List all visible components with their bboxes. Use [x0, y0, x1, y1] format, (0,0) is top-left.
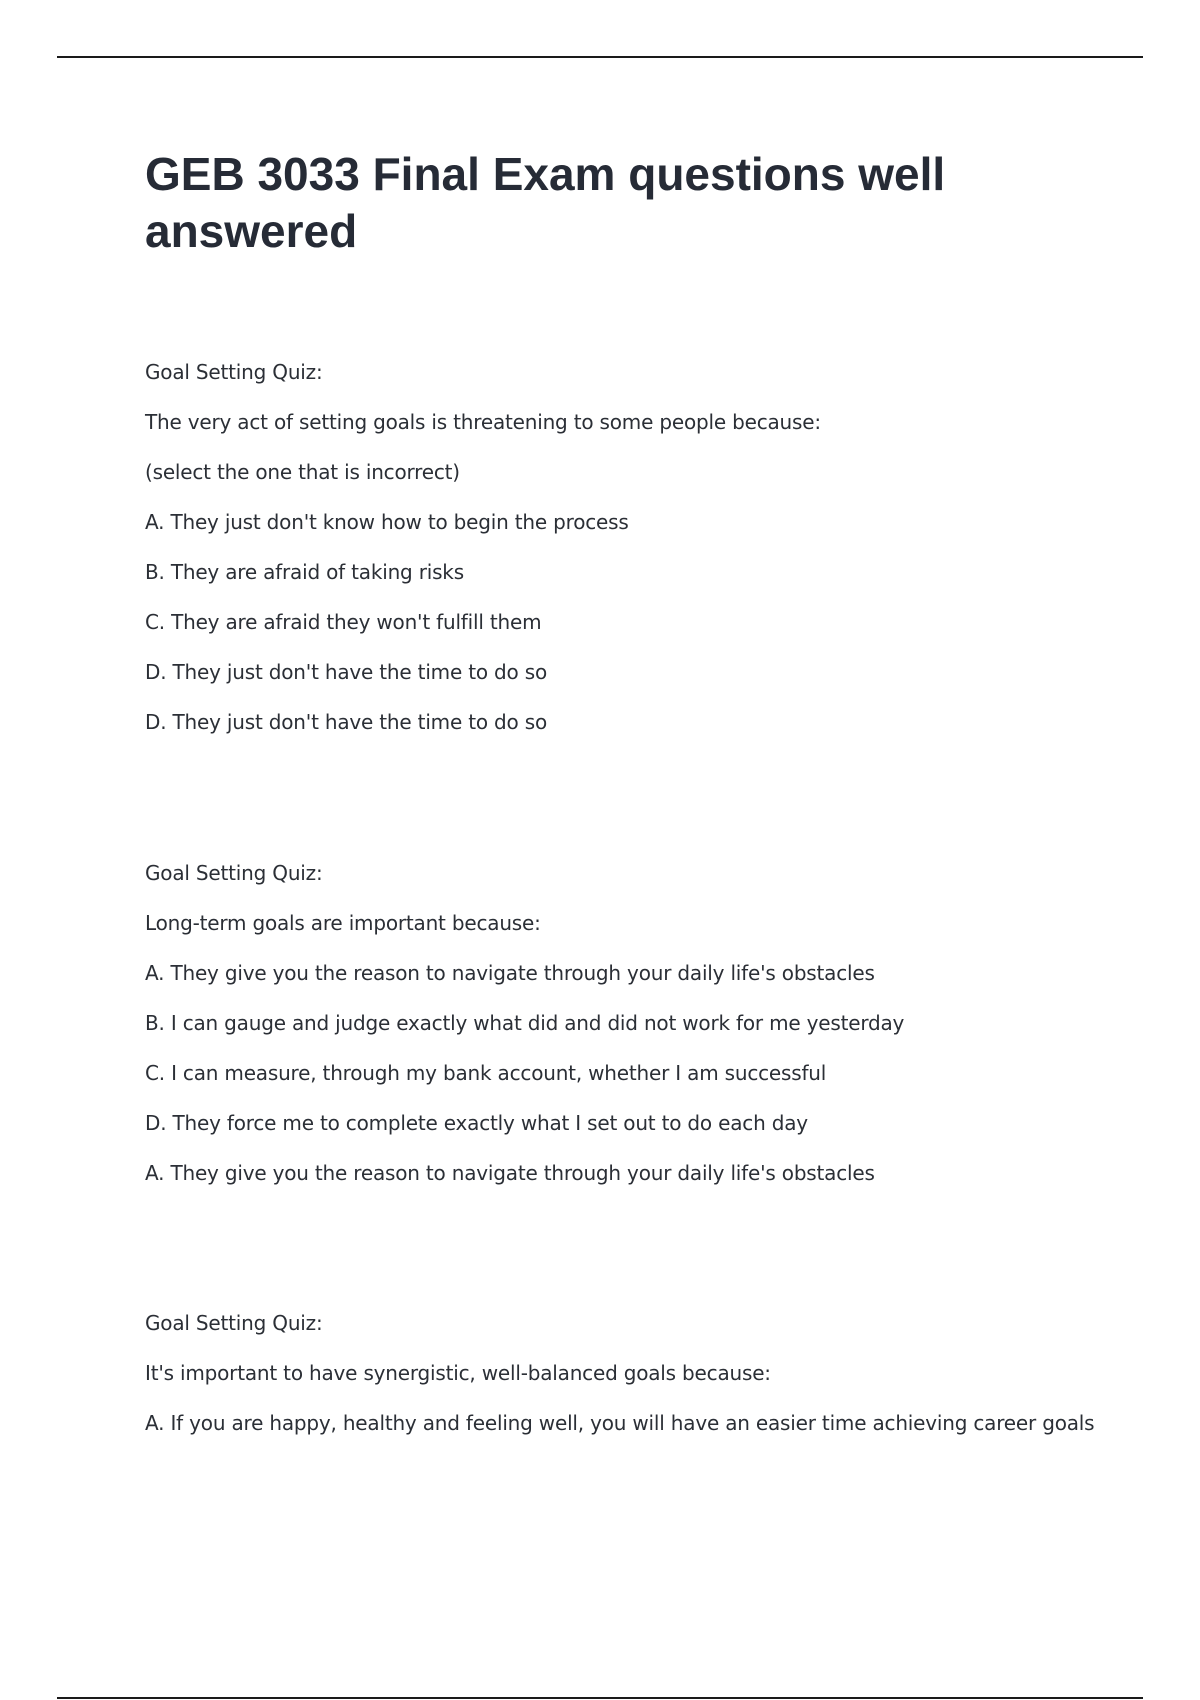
question-prompt: It's important to have synergistic, well-balanced goals because:: [145, 1361, 771, 1385]
question-block-2: [145, 861, 1145, 1211]
answer-option-a: A. If you are happy, healthy and feeling well, you will have an easier time achieving career goals: [145, 1411, 1095, 1435]
question-block-1: [145, 360, 1145, 760]
question-block-3: [145, 1311, 1145, 1461]
document-title: GEB 3033 Final Exam questions well answered: [145, 148, 946, 257]
answer-option-c: C. I can measure, through my bank account, whether I am successful: [145, 1061, 827, 1085]
bottom-rule: [57, 1697, 1143, 1699]
top-rule: [57, 56, 1143, 58]
question-instruction: (select the one that is incorrect): [145, 460, 460, 484]
question-prompt: Long-term goals are important because:: [145, 911, 541, 935]
correct-answer: D. They just don't have the time to do so: [145, 710, 547, 734]
correct-answer: A. They give you the reason to navigate through your daily life's obstacles: [145, 1161, 875, 1185]
question-prompt: The very act of setting goals is threatening to some people because:: [145, 410, 821, 434]
answer-option-b: B. I can gauge and judge exactly what did and did not work for me yesterday: [145, 1011, 905, 1035]
answer-option-a: A. They give you the reason to navigate through your daily life's obstacles: [145, 961, 875, 985]
answer-option-b: B. They are afraid of taking risks: [145, 560, 464, 584]
answer-option-d: D. They just don't have the time to do so: [145, 660, 547, 684]
question-heading: Goal Setting Quiz:: [145, 861, 323, 885]
answer-option-a: A. They just don't know how to begin the process: [145, 510, 629, 534]
answer-option-c: C. They are afraid they won't fulfill them: [145, 610, 542, 634]
question-heading: Goal Setting Quiz:: [145, 360, 323, 384]
answer-option-d: D. They force me to complete exactly what I set out to do each day: [145, 1111, 808, 1135]
question-heading: Goal Setting Quiz:: [145, 1311, 323, 1335]
